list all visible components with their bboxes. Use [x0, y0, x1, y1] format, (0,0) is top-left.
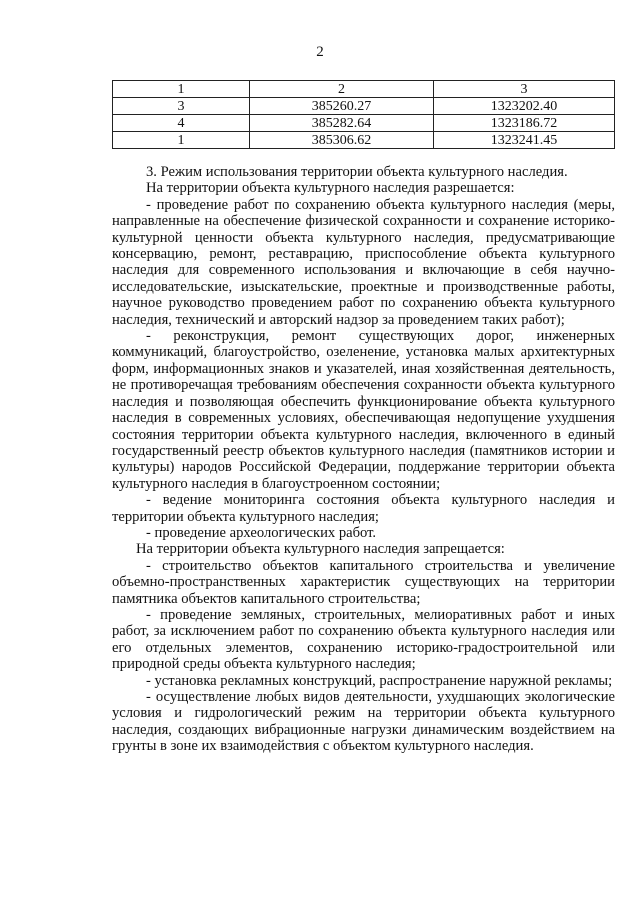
forbidden-intro: На территории объекта культурного наследия запрещается:	[136, 541, 505, 558]
allowed-item: - реконструкция, ремонт существующих дорог, инженерных коммуникаций, благоустройство, озеленение, установка малых архитектурных форм, информационных знаков и указателей, иная хозяйственная деятельность, не противоречащая требованиям обеспечения сохранности объекта культурного наследия и позволяющая обеспечить функционирование объекта культурного наследия в современных условиях, обеспечивающая недопущение ухудшения состояния территории объекта культурного наследия, включенного в единый государственный реестр объектов культурного наследия (памятников истории и культуры) народов Российской Федерации, поддержание территории объекта культурного наследия в благоустроенном состоянии;	[112, 328, 615, 492]
table-cell: 385306.62	[250, 132, 434, 149]
table-row	[113, 115, 615, 132]
table-cell: 385260.27	[250, 98, 434, 115]
table-header-row	[113, 81, 615, 98]
table-cell: 1323202.40	[434, 98, 615, 115]
forbidden-item: - установка рекламных конструкций, распространение наружной рекламы;	[146, 672, 613, 689]
allowed-item: - проведение археологических работ.	[146, 524, 377, 541]
page-number: 2	[316, 44, 324, 60]
table-header-cell: 3	[434, 81, 615, 98]
table-header-cell: 2	[250, 81, 434, 98]
table-row	[113, 132, 615, 149]
section-title: 3. Режим использования территории объекта культурного наследия.	[146, 164, 568, 180]
forbidden-item: - строительство объектов капитального строительства и увеличение объемно-пространственных характеристик существующих на территории памятника объектов капитального строительства;	[112, 557, 615, 607]
forbidden-item: - осуществление любых видов деятельности, ухудшающих экологические условия и гидрологический режим на территории объекта культурного наследия, создающих вибрационные нагрузки динамическим воздействием на грунты в зоне их взаимодействия с объектом культурного наследия.	[112, 689, 615, 755]
allowed-item: - проведение работ по сохранению объекта культурного наследия (меры, направленные на обеспечение физической сохранности и сохранение историко-культурной ценности объекта культурного наследия, предусматривающие консервацию, ремонт, реставрацию, приспособление объекта культурного наследия для современного использования и включающие в себя научно-исследовательские, изыскательские, проектные и производственные работы, научное руководство проведением работ по сохранению объекта культурного наследия, технический и авторский надзор за проведением таких работ);	[112, 196, 615, 328]
table-cell: 1	[113, 132, 250, 149]
table-cell: 3	[113, 98, 250, 115]
table-header-cell: 1	[113, 81, 250, 98]
table-row	[113, 98, 615, 115]
table-cell: 4	[113, 115, 250, 132]
coordinates-table	[112, 80, 615, 149]
regime-section	[112, 164, 615, 755]
table-cell: 385282.64	[250, 115, 434, 132]
forbidden-item: - проведение земляных, строительных, мелиоративных работ и иных работ, за исключением работ по сохранению объекта культурного наследия или его отдельных элементов, сохранению историко-градостроительной или природной среды объекта культурного наследия;	[112, 606, 615, 673]
table-cell: 1323241.45	[434, 132, 615, 149]
table-cell: 1323186.72	[434, 115, 615, 132]
allowed-intro: На территории объекта культурного наследия разрешается:	[146, 180, 515, 197]
allowed-item: - ведение мониторинга состояния объекта культурного наследия и территории объекта культурного наследия;	[112, 492, 615, 525]
